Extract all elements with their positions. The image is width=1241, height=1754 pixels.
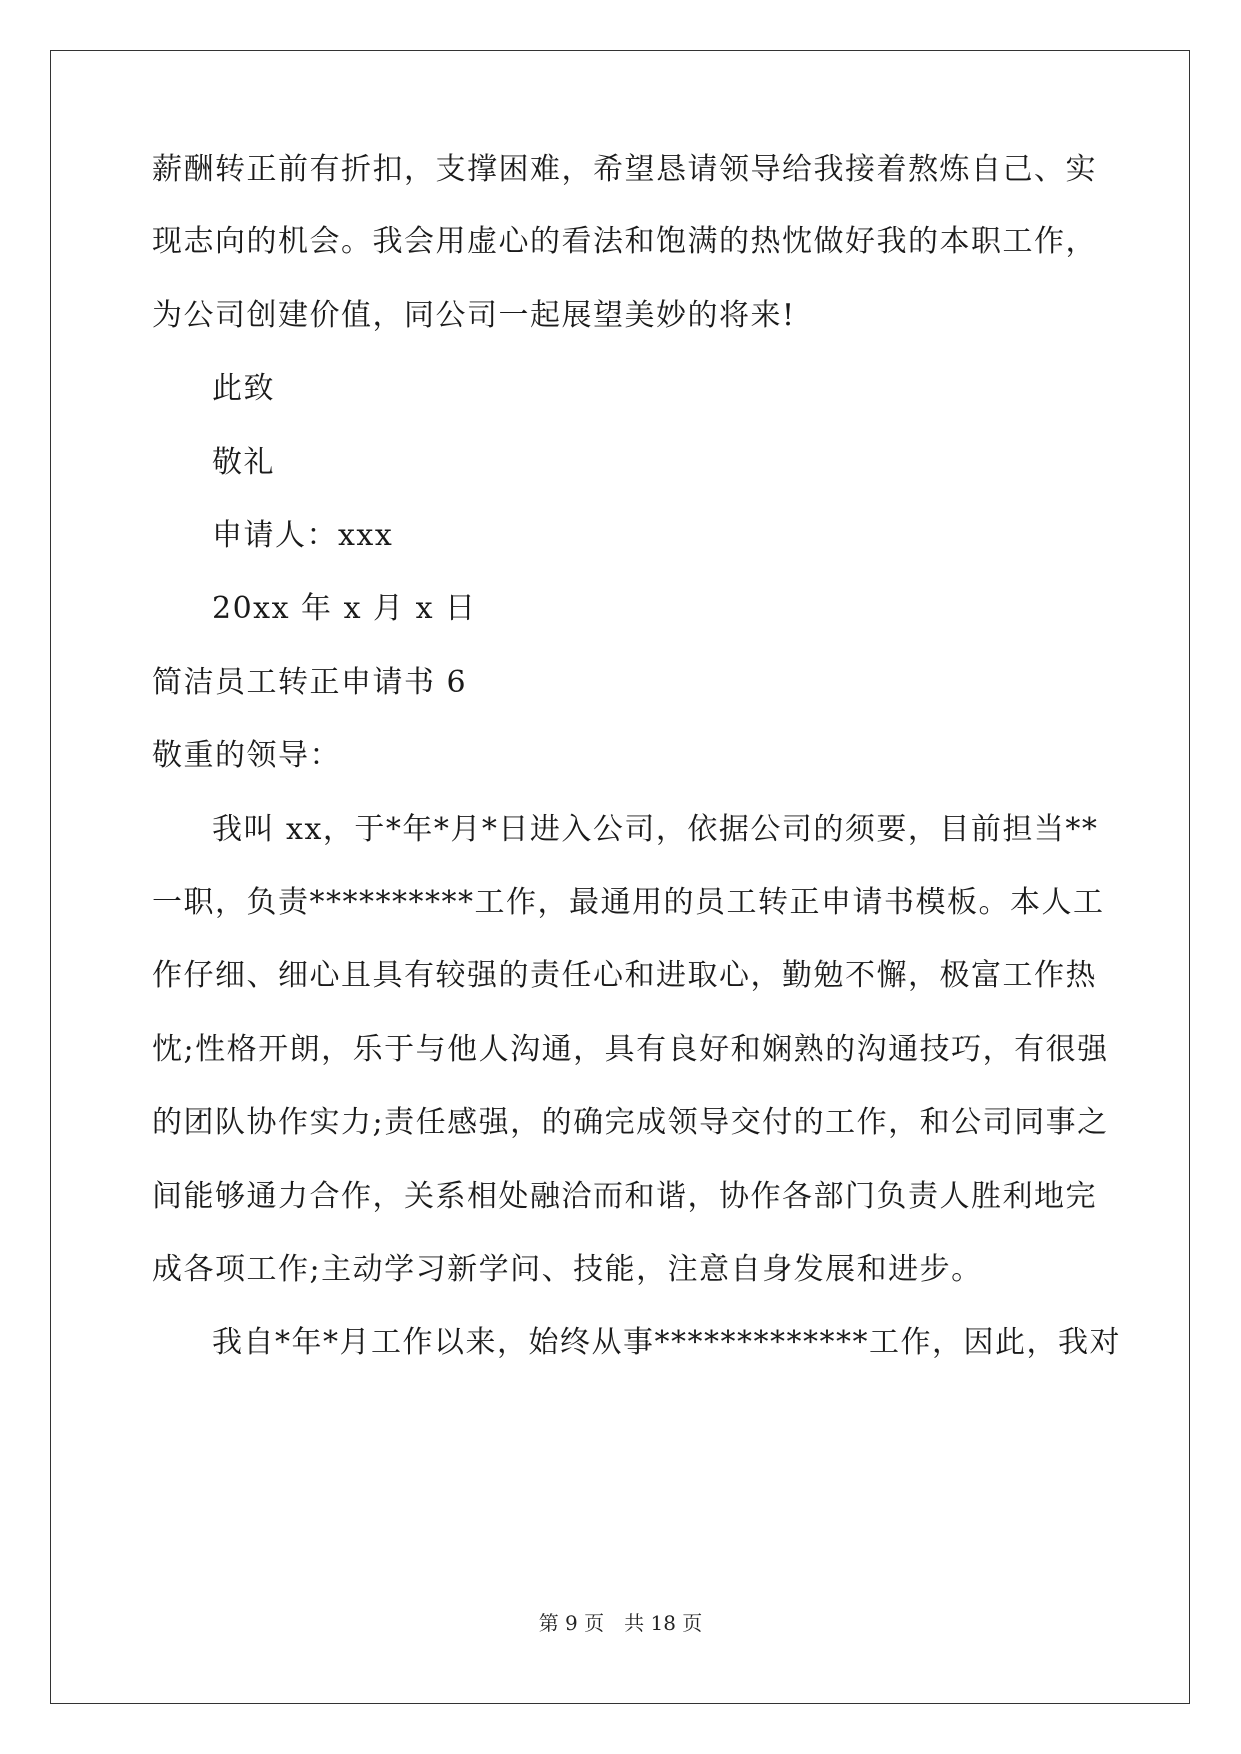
closing-cizhi: 此致 bbox=[212, 371, 275, 406]
salutation: 敬重的领导： bbox=[152, 738, 341, 773]
body-line-11: 一职，负责**********工作，最通用的员工转正申请书模板。本人工 bbox=[152, 885, 1105, 920]
applicant-line: 申请人：xxx bbox=[212, 518, 394, 553]
body-line-2: 现志向的机会。我会用虚心的看法和饱满的热忱做好我的本职工作， bbox=[152, 224, 1097, 259]
body-line-14: 的团队协作实力;责任感强，的确完成领导交付的工作，和公司同事之 bbox=[152, 1105, 1109, 1140]
body-line-17: 我自*年*月工作以来，始终从事*************工作，因此，我对 bbox=[212, 1325, 1121, 1360]
body-line-1: 薪酬转正前有折扣，支撑困难，希望恳请领导给我接着熬炼自己、实 bbox=[152, 152, 1097, 187]
body-line-10: 我叫 xx，于*年*月*日进入公司，依据公司的须要，目前担当** bbox=[212, 812, 1099, 847]
body-line-15: 间能够通力合作，关系相处融洽而和谐，协作各部门负责人胜利地完 bbox=[152, 1179, 1097, 1214]
date-line: 20xx 年 x 月 x 日 bbox=[212, 591, 477, 626]
section-title: 简洁员工转正申请书 6 bbox=[152, 665, 468, 700]
body-line-3: 为公司创建价值，同公司一起展望美妙的将来! bbox=[152, 298, 796, 333]
body-line-16: 成各项工作;主动学习新学问、技能，注意自身发展和进步。 bbox=[152, 1252, 983, 1287]
body-line-12: 作仔细、细心且具有较强的责任心和进取心，勤勉不懈，极富工作热 bbox=[152, 958, 1097, 993]
body-line-13: 忱;性格开朗，乐于与他人沟通，具有良好和娴熟的沟通技巧，有很强 bbox=[152, 1032, 1109, 1067]
closing-jingli: 敬礼 bbox=[212, 445, 275, 480]
page-number-footer: 第 9 页 共 18 页 bbox=[538, 1611, 703, 1635]
